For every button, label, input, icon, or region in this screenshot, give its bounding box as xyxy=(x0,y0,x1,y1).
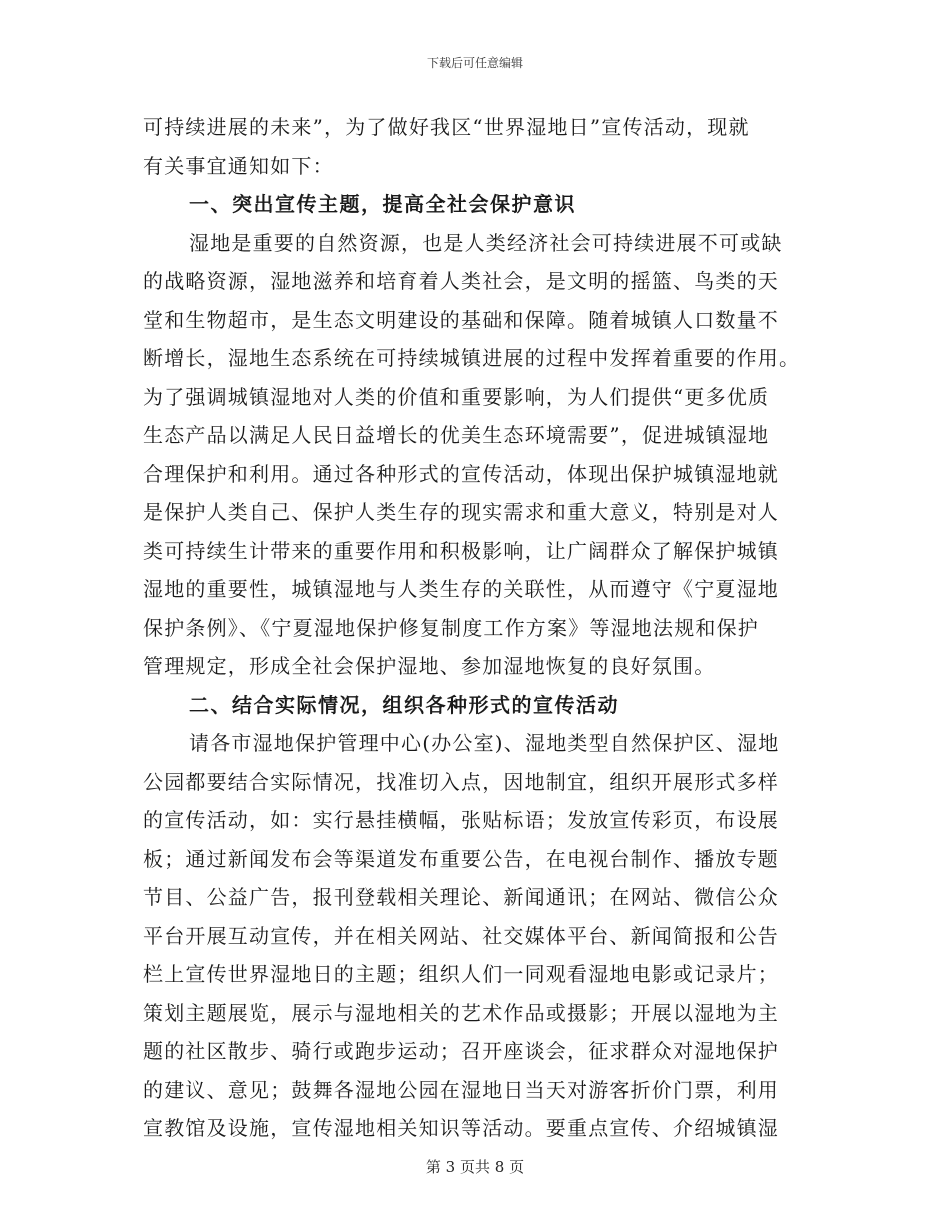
paragraph-line: 是保护人类自己、保护人类生存的现实需求和重大意义，特别是对人 xyxy=(143,500,779,524)
section-heading: 二、结合实际情况，组织各种形式的宣传活动 xyxy=(189,692,619,717)
paragraph-line: 断增长，湿地生态系统在可持续城镇进展的过程中发挥着重要的作用。 xyxy=(143,346,801,370)
paragraph-line: 为了强调城镇湿地对人类的价值和重要影响，为人们提供“更多优质 xyxy=(143,384,770,409)
paragraph-line: 类可持续生计带来的重要作用和积极影响，让广阔群众了解保护城镇 xyxy=(143,538,779,563)
section-heading: 一、突出宣传主题，提高全社会保护意识 xyxy=(189,192,576,216)
paragraph-line: 平台开展互动宣传，并在相关网站、社交媒体平台、新闻简报和公告 xyxy=(143,923,779,948)
paragraph-line: 合理保护和利用。通过各种形式的宣传活动，体现出保护城镇湿地就 xyxy=(143,461,779,486)
document-body xyxy=(143,108,808,1148)
paragraph-line: 有关事宜通知如下： xyxy=(143,153,334,178)
paragraph-line: 栏上宣传世界湿地日的主题；组织人们一同观看湿地电影或记录片； xyxy=(143,962,779,986)
page-footer: 第 3 页共 8 页 xyxy=(425,1158,525,1176)
paragraph-line: 题的社区散步、骑行或跑步运动；召开座谈会，征求群众对湿地保护 xyxy=(143,1039,779,1063)
paragraph-line: 保护条例》、《宁夏湿地保护修复制度工作方案》等湿地法规和保护 xyxy=(143,615,759,640)
paragraph-line: 节目、公益广告，报刊登载相关理论、新闻通讯；在网站、微信公众 xyxy=(143,885,779,909)
paragraph-line: 板；通过新闻发布会等渠道发布重要公告，在电视台制作、播放专题 xyxy=(143,846,779,871)
paragraph-line: 策划主题展览，展示与湿地相关的艺术作品或摄影；开展以湿地为主 xyxy=(143,1000,779,1025)
paragraph-line: 堂和生物超市，是生态文明建设的基础和保障。随着城镇人口数量不 xyxy=(143,307,779,332)
paragraph-line: 可持续进展的未来”，为了做好我区“世界湿地日”宣传活动，现就 xyxy=(143,115,750,139)
paragraph-line: 宣教馆及设施，宣传湿地相关知识等活动。要重点宣传、介绍城镇湿 xyxy=(143,1116,779,1140)
paragraph-line: 的战略资源，湿地滋养和培育着人类社会，是文明的摇篮、鸟类的天 xyxy=(143,269,779,293)
paragraph-line: 公园都要结合实际情况，找准切入点，因地制宜，组织开展形式多样 xyxy=(143,769,779,794)
page-header: 下载后可任意编辑 xyxy=(426,56,523,70)
paragraph-line: 的建议、意见；鼓舞各湿地公园在湿地日当天对游客折价门票，利用 xyxy=(143,1077,779,1102)
paragraph-line: 湿地是重要的自然资源，也是人类经济社会可持续进展不可或缺 xyxy=(189,230,783,255)
paragraph-line: 湿地的重要性，城镇湿地与人类生存的关联性，从而遵守《宁夏湿地 xyxy=(143,577,779,601)
paragraph-line: 的宣传活动，如：实行悬挂横幅，张贴标语；发放宣传彩页，布设展 xyxy=(143,808,779,832)
paragraph-line: 管理规定，形成全社会保护湿地、参加湿地恢复的良好氛围。 xyxy=(143,654,716,678)
paragraph-line: 生态产品以满足人民日益增长的优美生态环境需要”，促进城镇湿地 xyxy=(143,423,770,447)
paragraph-line: 请各市湿地保护管理中心(办公室)、湿地类型自然保护区、湿地 xyxy=(189,731,780,755)
